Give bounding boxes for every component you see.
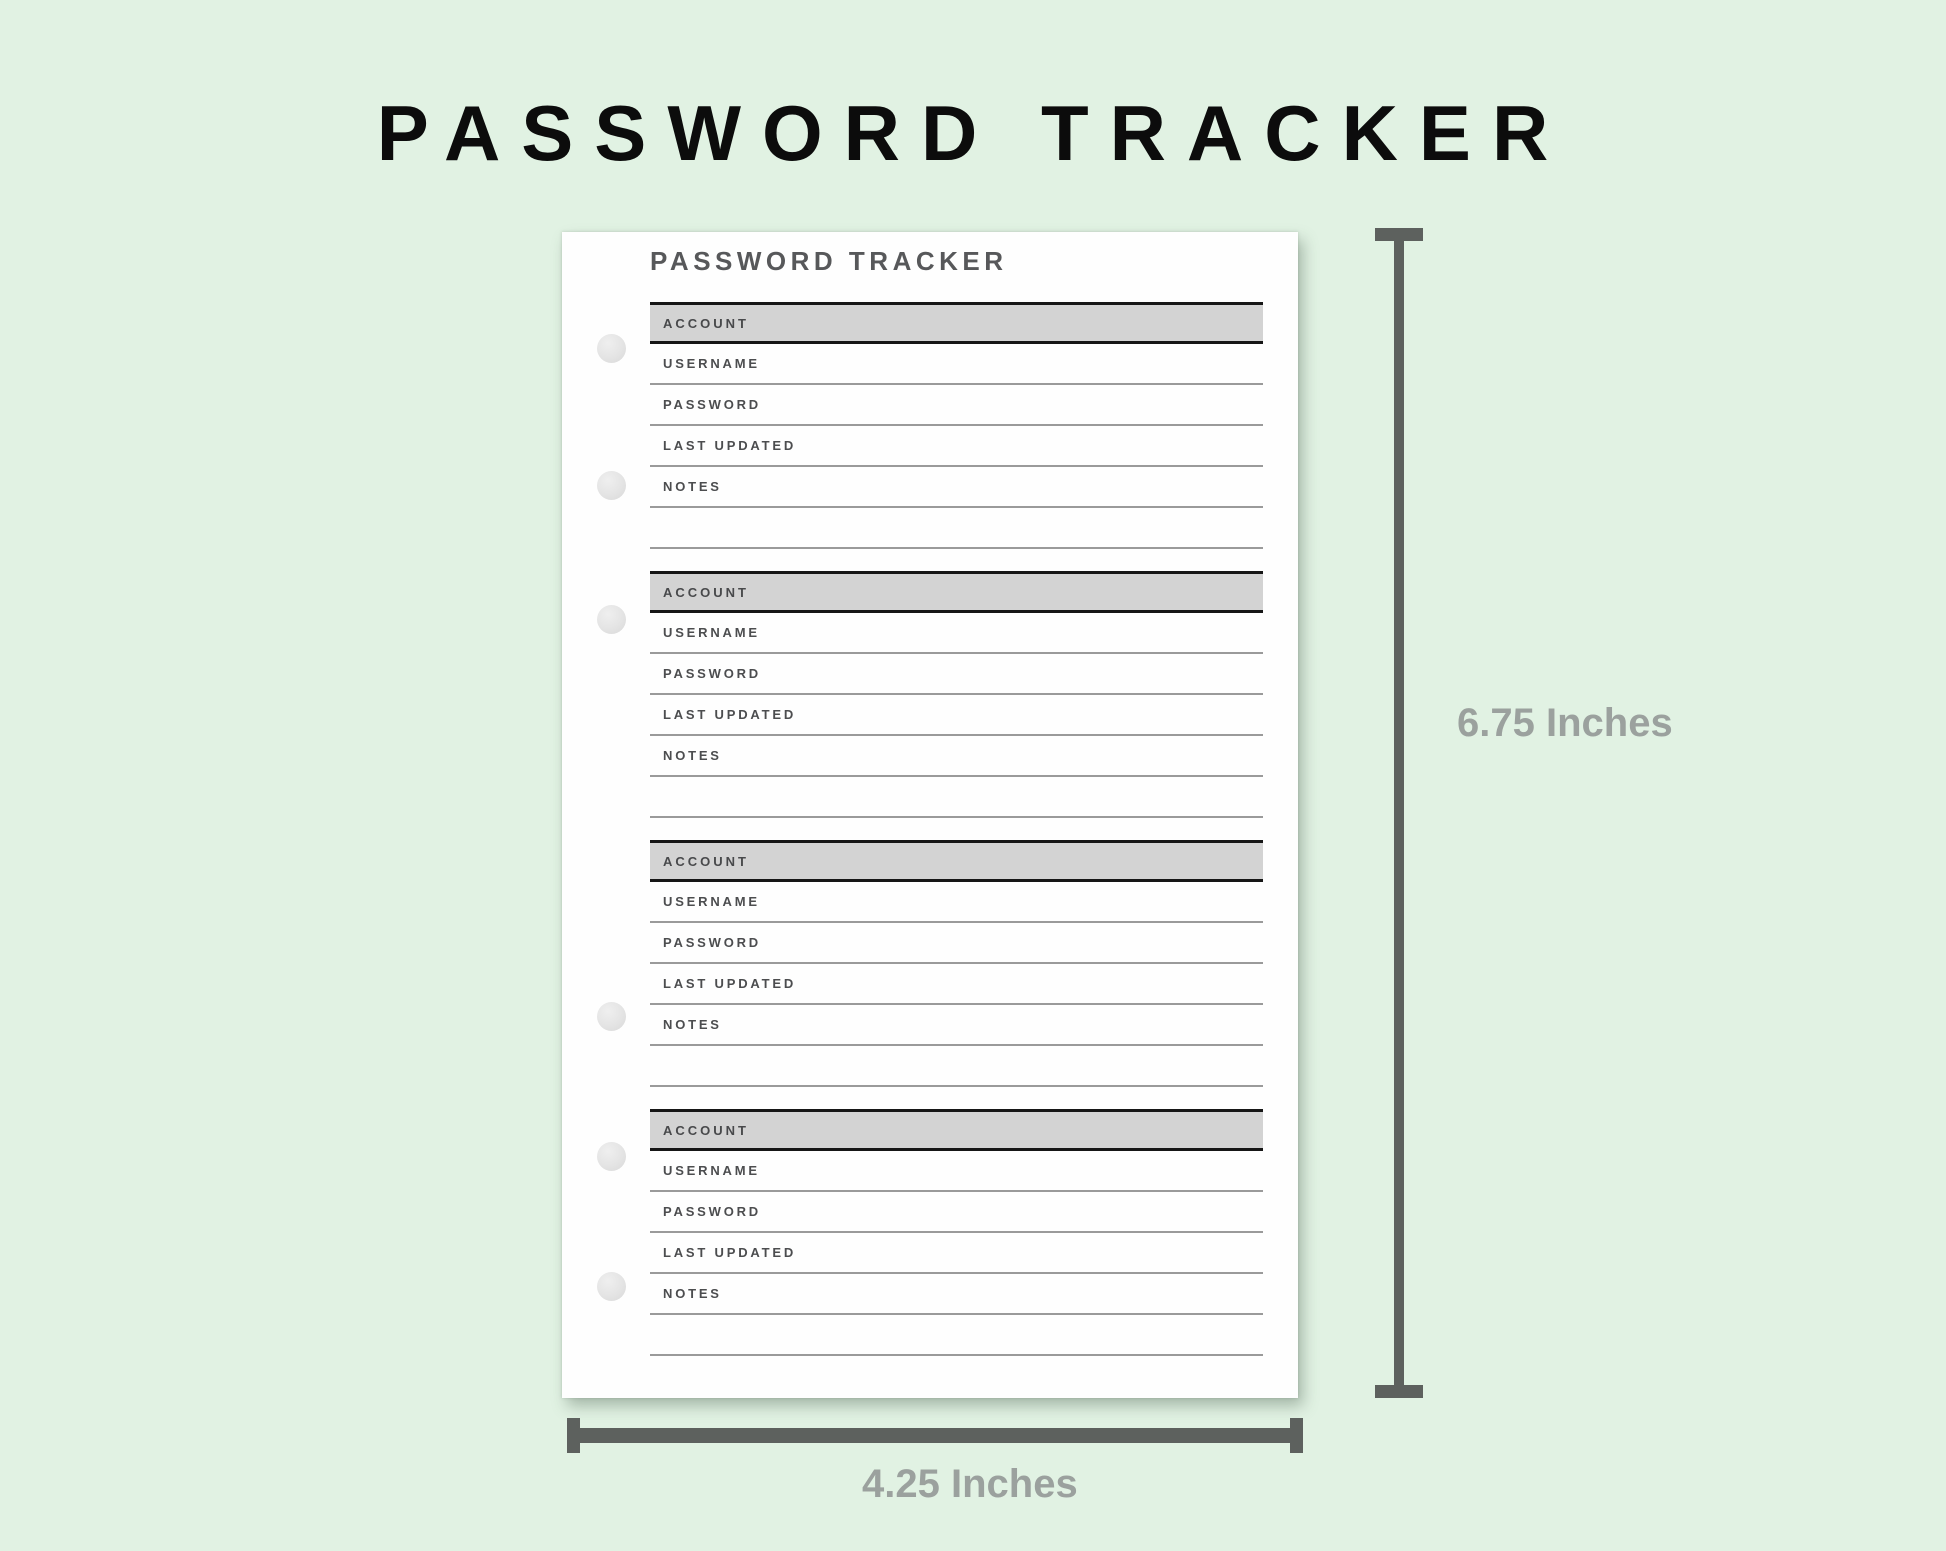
field-row-username: [650, 344, 1263, 385]
account-block: [650, 840, 1263, 1087]
field-label: NOTES: [663, 479, 722, 494]
ruler-line: [567, 1428, 1303, 1443]
account-label: ACCOUNT: [663, 853, 749, 869]
binder-hole: [597, 471, 626, 500]
field-label: USERNAME: [663, 1163, 760, 1178]
field-label: PASSWORD: [663, 935, 761, 950]
field-label: PASSWORD: [663, 666, 761, 681]
account-block: [650, 1109, 1263, 1356]
field-row-last-updated: [650, 695, 1263, 736]
field-row-username: [650, 882, 1263, 923]
field-rows: [650, 1151, 1263, 1356]
field-label: USERNAME: [663, 894, 760, 909]
field-row-notes: [650, 1005, 1263, 1046]
field-row-notes: [650, 1274, 1263, 1315]
account-header-bar: [650, 302, 1263, 344]
blank-row: [650, 1315, 1263, 1356]
field-label: LAST UPDATED: [663, 438, 797, 453]
page-title: PASSWORD TRACKER: [650, 246, 1008, 276]
height-ruler: [1375, 228, 1423, 1398]
account-label: ACCOUNT: [663, 1122, 749, 1138]
tracker-blocks: [650, 302, 1263, 1356]
planner-page: [562, 232, 1298, 1398]
field-row-notes: [650, 467, 1263, 508]
blank-row: [650, 508, 1263, 549]
account-header-bar: [650, 1109, 1263, 1151]
height-dimension-label: 6.75 Inches: [1457, 701, 1673, 745]
field-label: NOTES: [663, 1017, 722, 1032]
field-rows: [650, 882, 1263, 1087]
binder-hole: [597, 334, 626, 363]
field-row-password: [650, 1192, 1263, 1233]
field-label: USERNAME: [663, 356, 760, 371]
field-row-password: [650, 385, 1263, 426]
account-label: ACCOUNT: [663, 315, 749, 331]
field-row-username: [650, 1151, 1263, 1192]
binder-hole: [597, 1002, 626, 1031]
width-dimension-label: 4.25 Inches: [862, 1462, 1078, 1506]
field-label: LAST UPDATED: [663, 707, 797, 722]
account-header-bar: [650, 571, 1263, 613]
field-row-password: [650, 654, 1263, 695]
field-row-last-updated: [650, 964, 1263, 1005]
binder-hole: [597, 1142, 626, 1171]
field-label: USERNAME: [663, 625, 760, 640]
width-ruler: [567, 1418, 1303, 1453]
field-row-username: [650, 613, 1263, 654]
field-label: PASSWORD: [663, 1204, 761, 1219]
ruler-line: [1394, 228, 1404, 1398]
field-rows: [650, 344, 1263, 549]
field-label: LAST UPDATED: [663, 976, 797, 991]
field-label: NOTES: [663, 1286, 722, 1301]
field-rows: [650, 613, 1263, 818]
account-label: ACCOUNT: [663, 584, 749, 600]
field-label: LAST UPDATED: [663, 1245, 797, 1260]
main-title: PASSWORD TRACKER: [376, 89, 1570, 177]
field-label: NOTES: [663, 748, 722, 763]
account-header-bar: [650, 840, 1263, 882]
field-row-notes: [650, 736, 1263, 777]
field-label: PASSWORD: [663, 397, 761, 412]
ruler-end-cap: [1375, 1385, 1423, 1398]
field-row-password: [650, 923, 1263, 964]
binder-hole: [597, 605, 626, 634]
field-row-last-updated: [650, 1233, 1263, 1274]
binder-hole: [597, 1272, 626, 1301]
field-row-last-updated: [650, 426, 1263, 467]
ruler-end-cap: [1290, 1418, 1303, 1453]
blank-row: [650, 777, 1263, 818]
account-block: [650, 302, 1263, 549]
blank-row: [650, 1046, 1263, 1087]
account-block: [650, 571, 1263, 818]
